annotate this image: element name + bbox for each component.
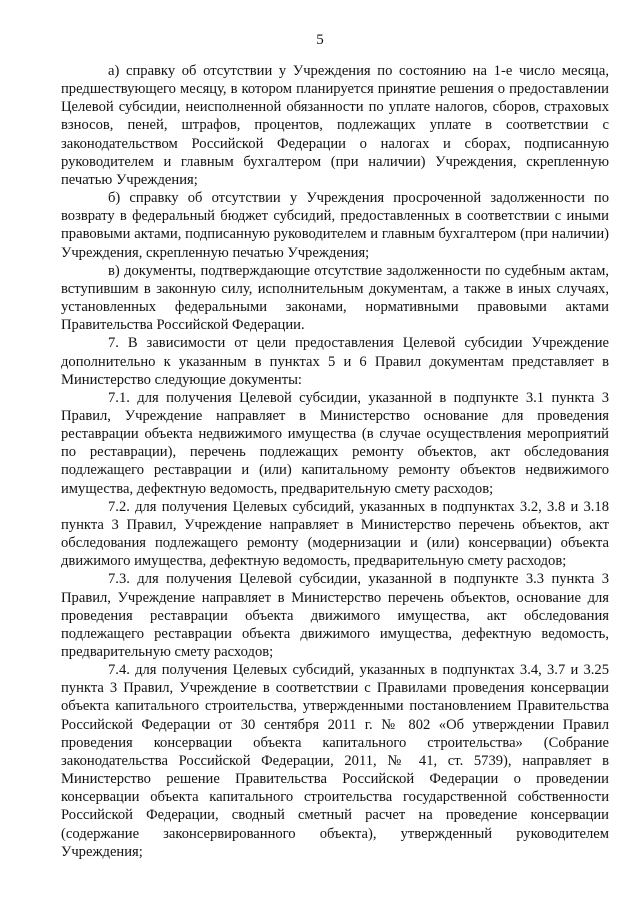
paragraph-7-intro: 7. В зависимости от цели предоставления Целевой субсидии Учреждение дополнительно к указанным в пунктах 5 и 6 Правил документам представляет в Министерство следующие документы: [61,335,609,388]
page-number: 5 [316,32,324,48]
paragraph-a-tax-certificate: а) справку об отсутствии у Учреждения по состоянию на 1-е число месяца, предшествующего месяцу, в котором планируется принятие решения о предоставлении Целевой субсидии, неисполненной обязанности по уплате налогов, сборов, страховых взносов, пеней, штрафов, процентов, подлежащих уплате в соответствии с законодательством Российской Федерации о налогах и сборах, подписанную руководителем и главным бухгалтером (при наличии) Учреждения, скрепленную печатью Учреждения; [61,63,609,188]
paragraph-c-court-documents: в) документы, подтверждающие отсутствие задолженности по судебным актам, вступившим в законную силу, исполнительным документам, а также в иных случаях, установленных федеральными законами, нормативными правовыми актами Правительства Российской Федерации. [61,262,609,334]
paragraph-7-1: 7.1. для получения Целевой субсидии, указанной в подпункте 3.1 пункта 3 Правил, Учреждение направляет в Министерство основание для проведения реставрации объекта недвижимого имущества (в случае осуществления мероприятий по реставрации), перечень подлежащих ремонту объектов, акт обследования подлежащего реставрации и (или) капитальному ремонту объектов недвижимого имущества, дефектную ведомость, предварительную смету расходов; [61,389,609,497]
paragraph-7-3: 7.3. для получения Целевой субсидии, указанной в подпункте 3.3 пункта 3 Правил, Учреждение направляет в Министерство перечень объектов, основание для проведения реставрации объекта движимого имущества, акт обследования подлежащего реставрации объекта движимого имущества, дефектную ведомость, предварительную смету расходов; [61,571,609,660]
paragraph-b-debt-certificate: б) справку об отсутствии у Учреждения просроченной задолженности по возврату в федеральный бюджет субсидий, предоставленных в соответствии с иными правовыми актами, подписанную руководителем и главным бухгалтером (при наличии) Учреждения, скрепленную печатью Учреждения; [61,190,609,261]
paragraph-7-2: 7.2. для получения Целевых субсидий, указанных в подпунктах 3.2, 3.8 и 3.18 пункта 3 Правил, Учреждение направляет в Министерство перечень объектов, акт обследования подлежащего ремонту (модернизации и (или) консервации) объекта движимого имущества, дефектную ведомость, предварительную смету расходов; [61,498,609,570]
document-body [61,62,609,861]
paragraph-7-4: 7.4. для получения Целевых субсидий, указанных в подпунктах 3.4, 3.7 и 3.25 пункта 3 Правил, Учреждение в соответствии с Правилами проведения консервации объекта капитального строительства, утвержденными постановлением Правительства Российской Федерации от 30 сентября 2011 г. № 802 «Об утверждении Правил проведения консервации объекта капитального строительства» (Собрание законодательства Российской Федерации, 2011, № 41, ст. 5739), направляет в Министерство решение Правительства Российской Федерации о проведении консервации объекта капитального строительства государственной собственности Российской Федерации, сводный сметный расчет на проведение консервации (содержание законсервированного объекта), утвержденный руководителем Учреждения; [61,662,609,860]
